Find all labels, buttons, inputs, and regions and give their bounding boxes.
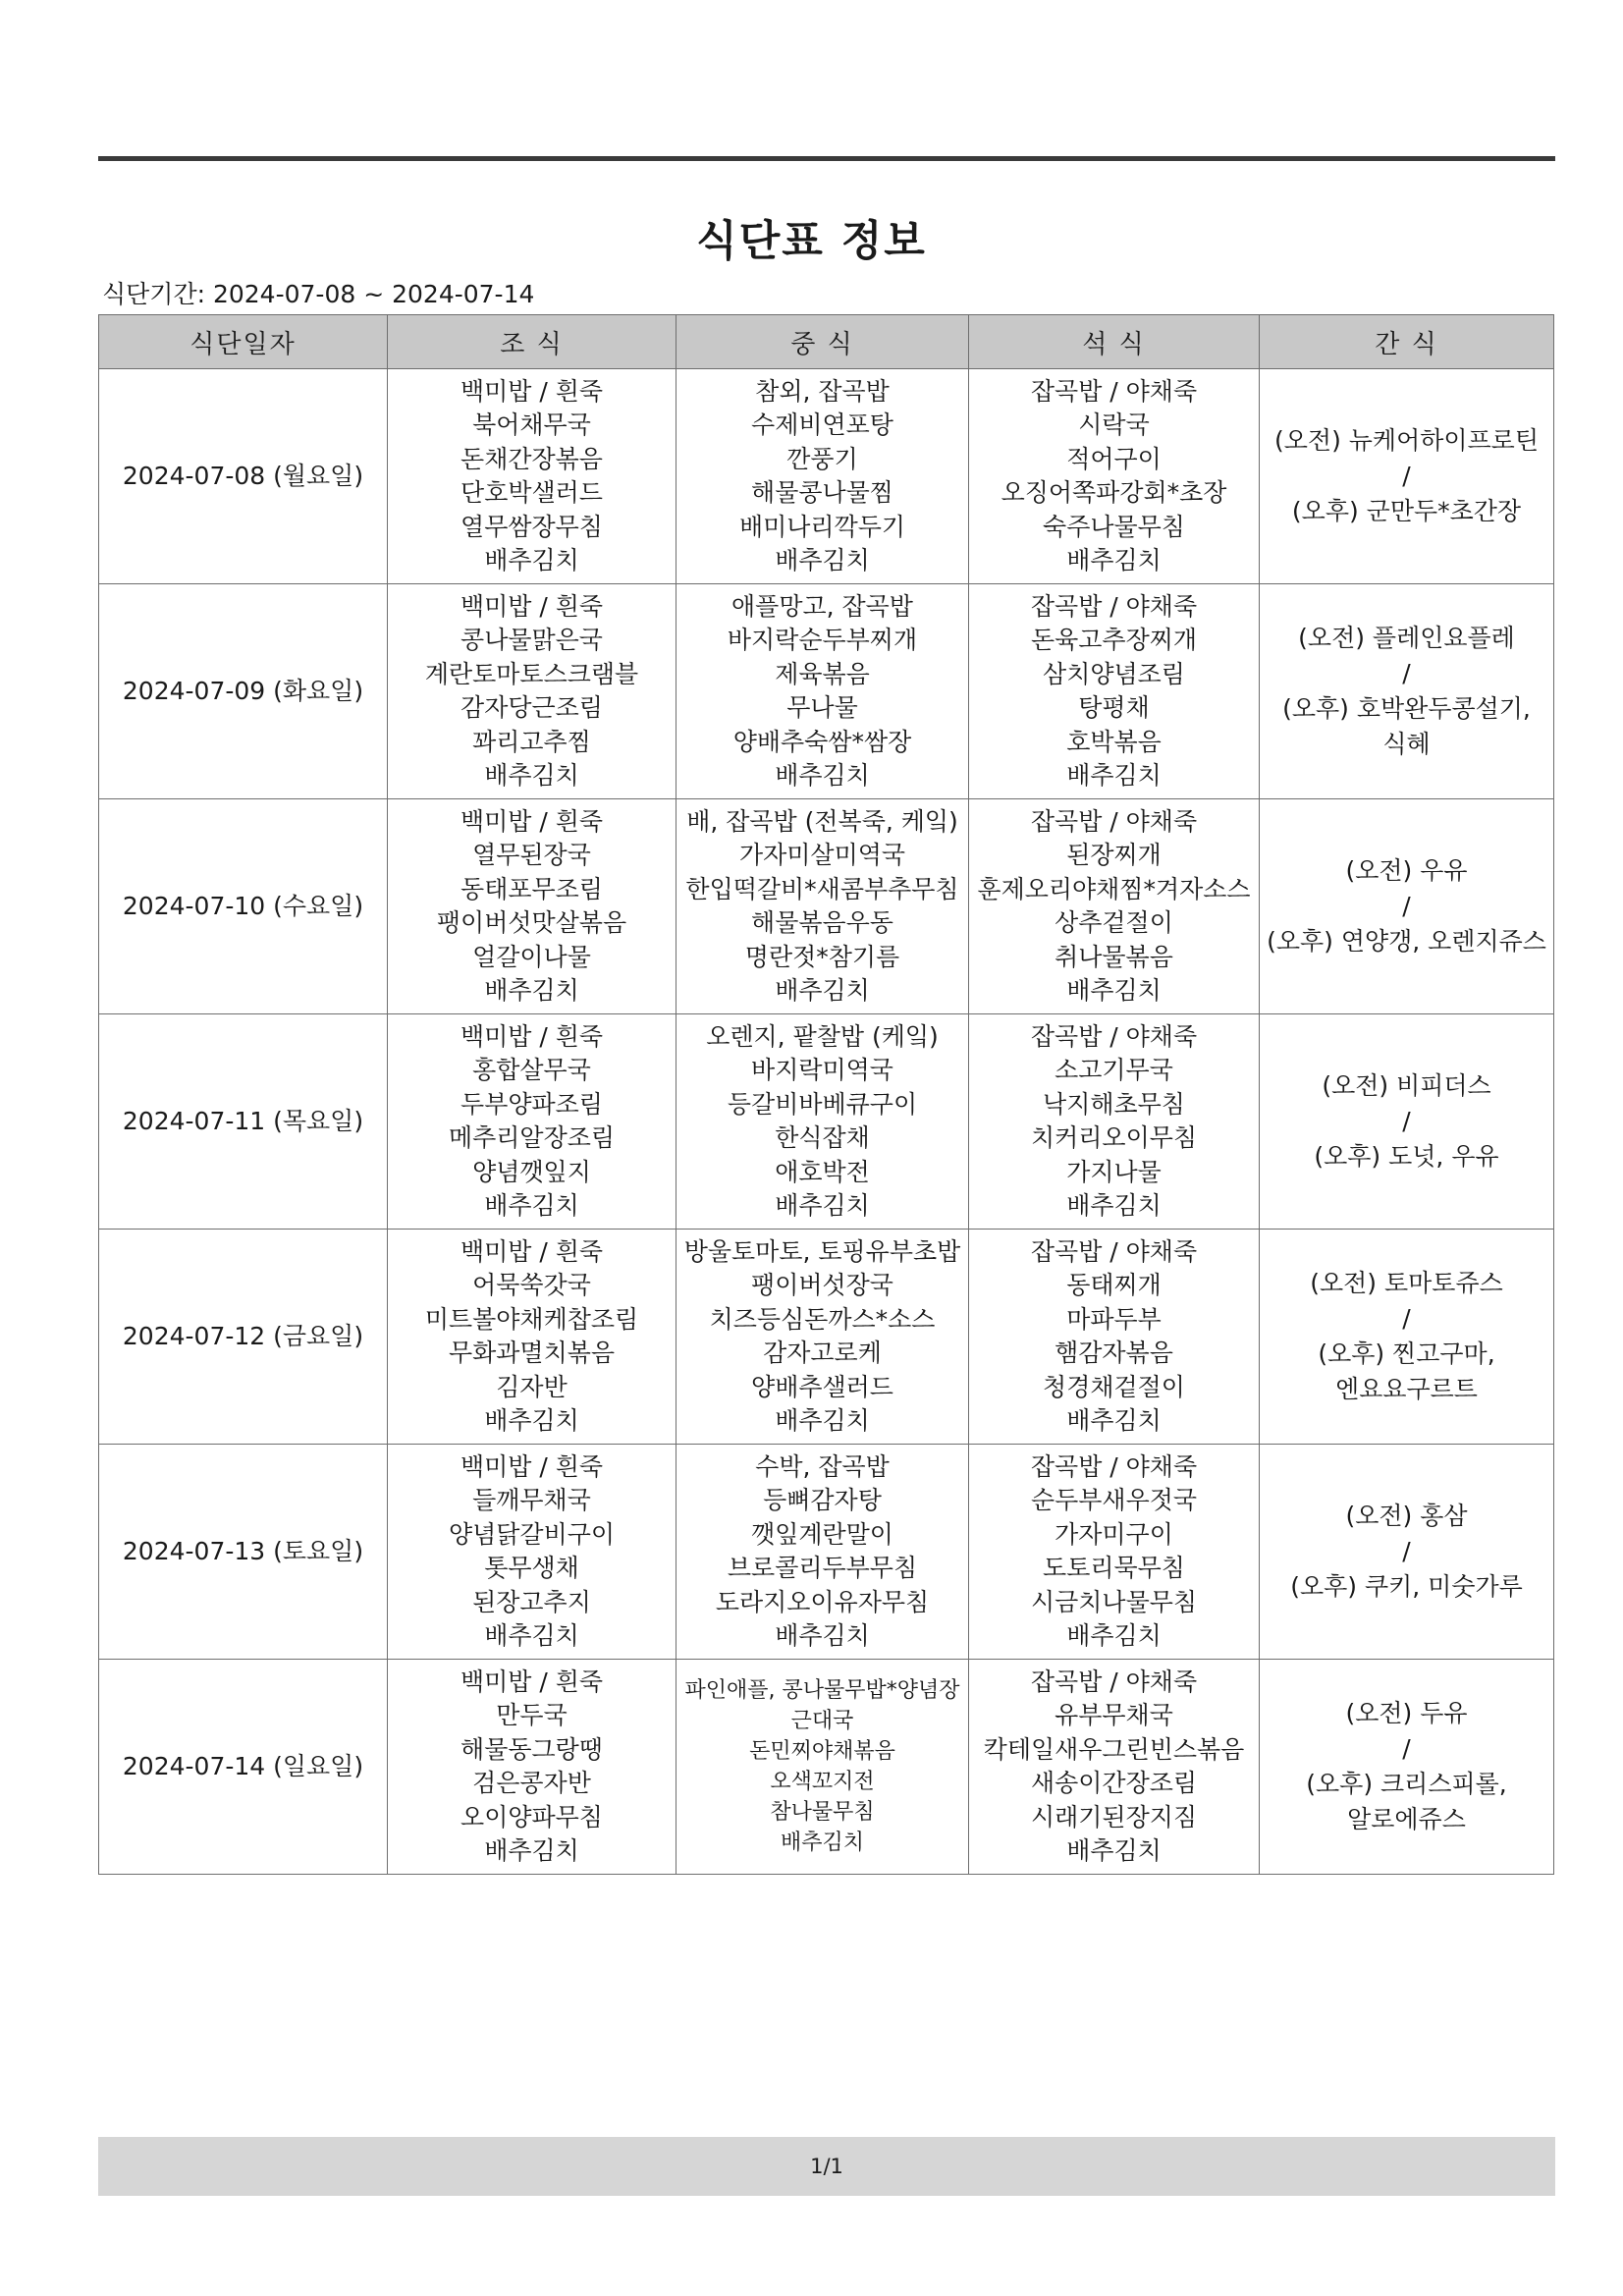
dish-item: 동태찌개 bbox=[1066, 1271, 1162, 1299]
dish-item: 잡곡밥 / 야채죽 bbox=[1030, 1236, 1198, 1266]
table-row bbox=[99, 1230, 1554, 1445]
dish-item: 배추김치 bbox=[484, 1406, 579, 1435]
dish-item: 된장찌개 bbox=[1066, 841, 1162, 869]
date-cell: 2024-07-14 (일요일) bbox=[99, 1660, 388, 1875]
header-snack: 간 식 bbox=[1260, 315, 1554, 369]
dish-item: 배추김치 bbox=[484, 1836, 579, 1865]
meal-table bbox=[98, 314, 1554, 1875]
snack-cell bbox=[1260, 799, 1554, 1014]
dish-item: 시래기된장지짐 bbox=[1030, 1802, 1198, 1831]
dish-item: 배추김치 bbox=[775, 1621, 870, 1650]
dish-item: 배, 잡곡밥 (전복죽, 케잌) bbox=[686, 806, 958, 836]
dish-item: 된장고추지 bbox=[472, 1587, 591, 1616]
breakfast-cell bbox=[388, 1660, 676, 1875]
dish-item: 브로콜리두부무침 bbox=[727, 1554, 918, 1582]
dish-item: 도라지오이유자무침 bbox=[715, 1587, 930, 1616]
lunch-cell bbox=[676, 799, 969, 1014]
dish-item: 가지나물 bbox=[1066, 1157, 1162, 1186]
snack-item: (오전) 홍삼 bbox=[1345, 1502, 1468, 1530]
dinner-cell bbox=[969, 369, 1260, 584]
top-rule bbox=[98, 156, 1555, 161]
dish-item: 잡곡밥 / 야채죽 bbox=[1030, 1667, 1198, 1696]
snack-item: (오후) 크리스피롤, bbox=[1306, 1770, 1507, 1798]
dish-item: 참외, 잡곡밥 bbox=[755, 376, 890, 406]
snack-cell bbox=[1260, 1230, 1554, 1445]
breakfast-cell bbox=[388, 369, 676, 584]
snack-item: / bbox=[1402, 892, 1411, 920]
dish-item: 한입떡갈비*새콤부추무침 bbox=[685, 874, 959, 903]
dish-item: 깐풍기 bbox=[786, 444, 858, 473]
dish-item: 양념닭갈비구이 bbox=[448, 1519, 616, 1549]
snack-item: (오전) 우유 bbox=[1345, 856, 1468, 885]
dish-item: 감자당근조림 bbox=[460, 693, 603, 722]
dish-item: 치즈등심돈까스*소스 bbox=[709, 1304, 936, 1334]
dish-item: 등갈비바베큐구이 bbox=[727, 1089, 918, 1119]
dish-item: 수제비연포탕 bbox=[751, 410, 893, 439]
snack-cell bbox=[1260, 1660, 1554, 1875]
snack-cell bbox=[1260, 1014, 1554, 1230]
dish-item: 북어채무국 bbox=[472, 410, 591, 439]
snack-item: (오전) 토마토쥬스 bbox=[1310, 1269, 1503, 1297]
dish-item: 백미밥 / 흰죽 bbox=[460, 1236, 604, 1266]
table-row bbox=[99, 799, 1554, 1014]
dish-item: 해물볶음우동 bbox=[751, 908, 893, 937]
dish-item: 열무된장국 bbox=[472, 841, 591, 869]
dish-item: 열무쌈장무침 bbox=[460, 512, 603, 541]
dish-item: 소고기무국 bbox=[1055, 1056, 1173, 1084]
header-lunch: 중 식 bbox=[676, 315, 969, 369]
dish-item: 배추김치 bbox=[780, 1831, 864, 1855]
snack-item: (오후) 쿠키, 미숫가루 bbox=[1290, 1572, 1523, 1601]
dish-item: 단호박샐러드 bbox=[460, 478, 603, 507]
dish-item: 등뼈감자탕 bbox=[763, 1486, 882, 1514]
snack-item: / bbox=[1402, 462, 1411, 490]
lunch-cell bbox=[676, 584, 969, 799]
dish-item: 도토리묵무침 bbox=[1043, 1554, 1185, 1582]
dish-item: 낙지해초무침 bbox=[1043, 1089, 1185, 1119]
table-row bbox=[99, 1014, 1554, 1230]
dish-item: 한식잡채 bbox=[775, 1123, 870, 1152]
dinner-cell bbox=[969, 799, 1260, 1014]
table-row bbox=[99, 584, 1554, 799]
dish-item: 칵테일새우그린빈스볶음 bbox=[983, 1734, 1245, 1764]
dish-item: 배추김치 bbox=[1066, 546, 1162, 574]
dish-item: 깻잎계란말이 bbox=[751, 1519, 893, 1549]
dish-item: 배추김치 bbox=[484, 976, 579, 1005]
header-date: 식단일자 bbox=[99, 315, 388, 369]
snack-item: 식혜 bbox=[1382, 730, 1431, 758]
lunch-cell bbox=[676, 1660, 969, 1875]
dish-item: 배추김치 bbox=[1066, 1621, 1162, 1650]
dish-item: 오이양파무침 bbox=[460, 1802, 603, 1831]
snack-cell bbox=[1260, 584, 1554, 799]
dish-item: 팽이버섯장국 bbox=[751, 1271, 893, 1299]
snack-item: (오후) 연양갱, 오렌지쥬스 bbox=[1267, 927, 1546, 956]
snack-item: / bbox=[1402, 1304, 1411, 1333]
dish-item: 잡곡밥 / 야채죽 bbox=[1030, 591, 1198, 621]
snack-item: (오후) 호박완두콩설기, bbox=[1282, 694, 1531, 723]
dish-item: 백미밥 / 흰죽 bbox=[460, 376, 604, 406]
dish-item: 배추김치 bbox=[484, 1621, 579, 1650]
dish-item: 잡곡밥 / 야채죽 bbox=[1030, 806, 1198, 836]
dish-item: 배추김치 bbox=[1066, 1836, 1162, 1865]
dish-item: 메추리알장조림 bbox=[448, 1123, 616, 1152]
dish-item: 배추김치 bbox=[484, 546, 579, 574]
table-row bbox=[99, 1445, 1554, 1660]
dish-item: 시락국 bbox=[1078, 410, 1150, 439]
lunch-cell bbox=[676, 1230, 969, 1445]
snack-cell bbox=[1260, 369, 1554, 584]
dish-item: 새송이간장조림 bbox=[1030, 1769, 1198, 1797]
header-dinner: 석 식 bbox=[969, 315, 1260, 369]
date-cell: 2024-07-09 (화요일) bbox=[99, 584, 388, 799]
dish-item: 햄감자볶음 bbox=[1055, 1339, 1173, 1367]
dish-item: 명란젓*참기름 bbox=[744, 942, 900, 971]
dish-item: 백미밥 / 흰죽 bbox=[460, 1667, 604, 1696]
dish-item: 가자미구이 bbox=[1055, 1519, 1173, 1549]
dish-item: 계란토마토스크램블 bbox=[424, 659, 639, 688]
dish-item: 파인애플, 콩나물무밥*양념장 bbox=[684, 1678, 960, 1703]
dish-item: 돈민찌야채볶음 bbox=[749, 1739, 895, 1764]
dish-item: 배추김치 bbox=[1066, 1406, 1162, 1435]
dish-item: 숙주나물무침 bbox=[1043, 512, 1185, 541]
dish-item: 배추김치 bbox=[484, 1191, 579, 1220]
dish-item: 미트볼야채케찹조림 bbox=[424, 1304, 639, 1334]
dish-item: 동태포무조림 bbox=[460, 874, 603, 903]
snack-item: (오전) 플레인요플레 bbox=[1298, 624, 1515, 652]
date-cell: 2024-07-08 (월요일) bbox=[99, 369, 388, 584]
dish-item: 팽이버섯맛살볶음 bbox=[436, 908, 627, 937]
dish-item: 돈채간장볶음 bbox=[460, 444, 603, 473]
snack-item: / bbox=[1402, 1734, 1411, 1763]
snack-item: / bbox=[1402, 1537, 1411, 1565]
dish-item: 호박볶음 bbox=[1066, 727, 1162, 756]
dish-item: 훈제오리야채찜*겨자소스 bbox=[977, 874, 1251, 903]
dish-item: 배추김치 bbox=[775, 546, 870, 574]
dish-item: 백미밥 / 흰죽 bbox=[460, 806, 604, 836]
dish-item: 방울토마토, 토핑유부초밥 bbox=[683, 1236, 961, 1266]
dish-item: 잡곡밥 / 야채죽 bbox=[1030, 1451, 1198, 1481]
snack-item: 알로에쥬스 bbox=[1347, 1805, 1466, 1833]
breakfast-cell bbox=[388, 1014, 676, 1230]
snack-item: (오후) 군만두*초간장 bbox=[1291, 497, 1522, 525]
dish-item: 오색꼬지전 bbox=[770, 1770, 875, 1794]
dish-item: 오렌지, 팥찰밥 (케잌) bbox=[706, 1021, 939, 1051]
dish-item: 근대국 bbox=[790, 1709, 854, 1733]
page-title: 식단표 정보 bbox=[696, 217, 927, 266]
dish-item: 치커리오이무침 bbox=[1030, 1123, 1198, 1152]
page-number: 1/1 bbox=[810, 2155, 843, 2178]
dish-item: 애플망고, 잡곡밥 bbox=[731, 591, 913, 621]
dish-item: 어묵쑥갓국 bbox=[472, 1271, 591, 1299]
dish-item: 양배추샐러드 bbox=[751, 1372, 893, 1401]
breakfast-cell bbox=[388, 1445, 676, 1660]
dish-item: 탕평채 bbox=[1078, 693, 1150, 722]
snack-item: (오전) 뉴케어하이프로틴 bbox=[1274, 426, 1539, 455]
dish-item: 무화과멸치볶음 bbox=[448, 1339, 616, 1367]
dish-item: 배추김치 bbox=[775, 761, 870, 790]
dinner-cell bbox=[969, 1445, 1260, 1660]
dish-item: 해물동그랑땡 bbox=[460, 1734, 603, 1764]
breakfast-cell bbox=[388, 1230, 676, 1445]
dish-item: 배추김치 bbox=[1066, 976, 1162, 1005]
dish-item: 가자미살미역국 bbox=[738, 841, 906, 869]
meal-table-body bbox=[99, 369, 1554, 1875]
table-row bbox=[99, 369, 1554, 584]
lunch-cell bbox=[676, 369, 969, 584]
dish-item: 양배추숙쌈*쌈장 bbox=[732, 727, 912, 756]
lunch-cell bbox=[676, 1014, 969, 1230]
dinner-cell bbox=[969, 1660, 1260, 1875]
dish-item: 무나물 bbox=[786, 693, 858, 722]
dinner-cell bbox=[969, 1014, 1260, 1230]
dish-item: 순두부새우젓국 bbox=[1030, 1486, 1198, 1514]
dish-item: 유부무채국 bbox=[1055, 1701, 1173, 1729]
dish-item: 돈육고추장찌개 bbox=[1030, 626, 1198, 654]
breakfast-cell bbox=[388, 584, 676, 799]
dish-item: 취나물볶음 bbox=[1055, 942, 1173, 971]
dish-item: 톳무생채 bbox=[484, 1554, 579, 1582]
snack-item: / bbox=[1402, 1107, 1411, 1135]
dinner-cell bbox=[969, 1230, 1260, 1445]
dish-item: 잡곡밥 / 야채죽 bbox=[1030, 376, 1198, 406]
dish-item: 적어구이 bbox=[1066, 444, 1162, 473]
dish-item: 배추김치 bbox=[1066, 1191, 1162, 1220]
dish-item: 만두국 bbox=[496, 1701, 568, 1729]
dish-item: 홍합살무국 bbox=[472, 1056, 591, 1084]
breakfast-cell bbox=[388, 799, 676, 1014]
date-cell: 2024-07-11 (목요일) bbox=[99, 1014, 388, 1230]
dish-item: 청경채겉절이 bbox=[1043, 1372, 1185, 1401]
dish-item: 제육볶음 bbox=[775, 659, 870, 688]
dish-item: 검은콩자반 bbox=[472, 1769, 591, 1797]
snack-item: 엔요요구르트 bbox=[1335, 1375, 1478, 1403]
dish-item: 배추김치 bbox=[775, 1191, 870, 1220]
snack-item: (오전) 두유 bbox=[1345, 1699, 1468, 1727]
dish-item: 꽈리고추찜 bbox=[472, 727, 591, 756]
dish-item: 바지락순두부찌개 bbox=[727, 626, 918, 654]
dish-item: 배추김치 bbox=[1066, 761, 1162, 790]
date-cell: 2024-07-12 (금요일) bbox=[99, 1230, 388, 1445]
dish-item: 바지락미역국 bbox=[751, 1056, 893, 1084]
dish-item: 백미밥 / 흰죽 bbox=[460, 1021, 604, 1051]
dish-item: 참나물무침 bbox=[770, 1800, 875, 1825]
snack-item: (오후) 찐고구마, bbox=[1318, 1339, 1495, 1368]
date-cell: 2024-07-10 (수요일) bbox=[99, 799, 388, 1014]
snack-item: (오후) 도넛, 우유 bbox=[1314, 1142, 1499, 1171]
dish-item: 시금치나물무침 bbox=[1030, 1587, 1198, 1616]
dinner-cell bbox=[969, 584, 1260, 799]
dish-item: 배추김치 bbox=[775, 976, 870, 1005]
dish-item: 삼치양념조림 bbox=[1043, 659, 1185, 688]
dish-item: 애호박전 bbox=[775, 1157, 870, 1186]
snack-item: (오전) 비피더스 bbox=[1322, 1071, 1491, 1100]
dish-item: 콩나물맑은국 bbox=[460, 626, 603, 654]
snack-cell bbox=[1260, 1445, 1554, 1660]
dish-item: 배추김치 bbox=[484, 761, 579, 790]
dish-item: 상추겉절이 bbox=[1055, 908, 1173, 937]
meal-period: 식단기간: 2024-07-08 ~ 2024-07-14 bbox=[102, 280, 535, 308]
dish-item: 배추김치 bbox=[775, 1406, 870, 1435]
dish-item: 얼갈이나물 bbox=[472, 942, 591, 971]
snack-item: / bbox=[1402, 659, 1411, 687]
dish-item: 백미밥 / 흰죽 bbox=[460, 591, 604, 621]
dish-item: 해물콩나물찜 bbox=[751, 478, 893, 507]
dish-item: 김자반 bbox=[496, 1372, 568, 1401]
dish-item: 잡곡밥 / 야채죽 bbox=[1030, 1021, 1198, 1051]
footer-bar bbox=[98, 2137, 1555, 2196]
lunch-cell bbox=[676, 1445, 969, 1660]
dish-item: 감자고로케 bbox=[763, 1339, 882, 1367]
dish-item: 양념깻잎지 bbox=[472, 1157, 591, 1186]
table-row bbox=[99, 1660, 1554, 1875]
dish-item: 들깨무채국 bbox=[472, 1486, 591, 1514]
dish-item: 오징어쪽파강회*초장 bbox=[1001, 478, 1227, 507]
dish-item: 수박, 잡곡밥 bbox=[755, 1451, 890, 1481]
dish-item: 백미밥 / 흰죽 bbox=[460, 1451, 604, 1481]
header-row bbox=[99, 315, 1554, 369]
dish-item: 마파두부 bbox=[1066, 1304, 1162, 1334]
dish-item: 배미나리깍두기 bbox=[738, 512, 906, 541]
header-breakfast: 조 식 bbox=[388, 315, 676, 369]
date-cell: 2024-07-13 (토요일) bbox=[99, 1445, 388, 1660]
dish-item: 두부양파조림 bbox=[460, 1089, 603, 1119]
